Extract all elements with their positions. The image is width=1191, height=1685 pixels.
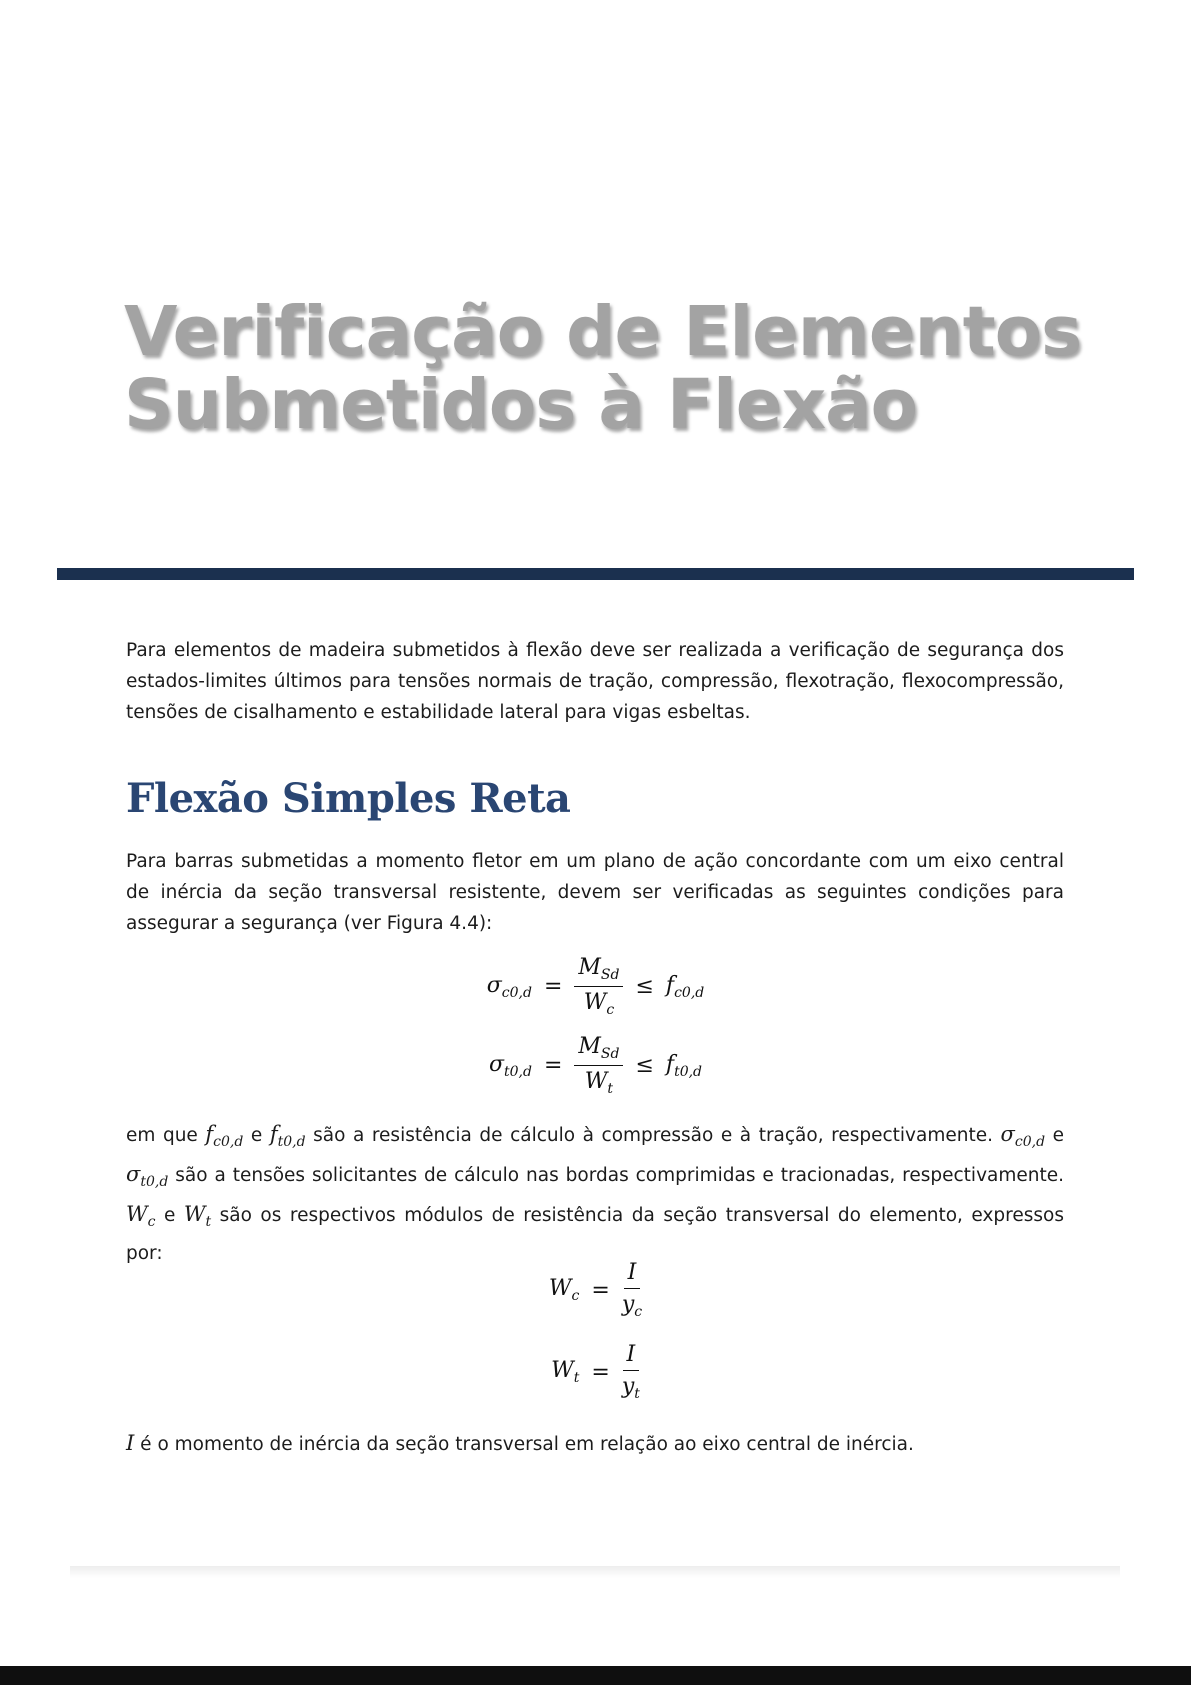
equation-wc: $W_c$ = $\frac{I}{y_c}$: [548, 1260, 643, 1320]
equation-wt: $W_t$ = $\frac{I}{y_t}$: [551, 1342, 640, 1402]
equation-sigma-c: $\sigma_{c0,d}$ = $\frac{M_{Sd}}{W_c}$ ≤ $f_{c0,d}$: [486, 955, 705, 1018]
page-title: Verificação de Elementos Submetidos à Flexão: [124, 292, 1082, 445]
section-paragraph: Para barras submetidas a momento fletor em um plano de ação concordante com um eixo central de inércia da seção transversal resistente, devem ser verificadas as seguintes condições para assegurar a segurança (ver Figura 4.4):: [126, 851, 1064, 934]
equation-sigma-t: $\sigma_{t0,d}$ = $\frac{M_{Sd}}{W_t}$ ≤ $f_{t0,d}$: [488, 1034, 703, 1097]
bottom-bar: [0, 1666, 1191, 1685]
inertia-paragraph: I é o momento de inércia da seção transversal em relação ao eixo central de inércia.: [126, 1431, 914, 1455]
section-heading: Flexão Simples Reta: [126, 775, 571, 822]
page-footer-shadow: [70, 1566, 1120, 1578]
intro-paragraph: Para elementos de madeira submetidos à flexão deve ser realizada a verificação de segurança dos estados-limites últimos para tensões normais de tração, compressão, flexotração, flexocompressão, tensões de cisalhamento e estabilidade lateral para vigas esbeltas.: [126, 640, 1064, 723]
title-divider: [57, 568, 1134, 580]
definitions-paragraph: em que $f_{c0,d}$ e $f_{t0,d}$ são a resistência de cálculo à compressão e à tração, respectivamente. $\sigma_{c0,d}$ e $\sigma_{t0,d}$ são a tensões solicitantes de cálculo nas bordas comprimidas e tracionadas, respectivamente. $W_c$ e $W_t$ são os respectivos módulos de resistência da seção transversal do elemento, expressos por:: [126, 1122, 1064, 1264]
